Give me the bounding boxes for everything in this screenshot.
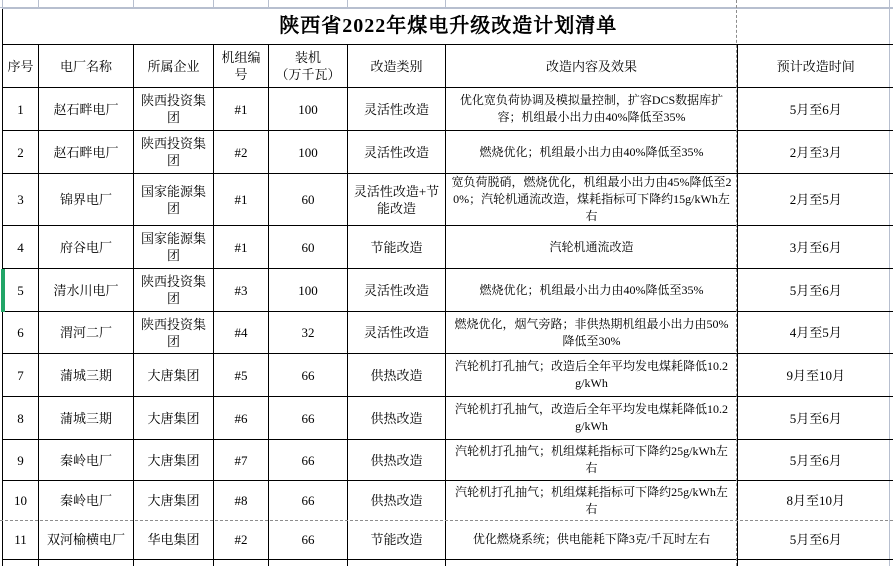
cell-time[interactable]: 3月至6月 (738, 226, 893, 269)
cell-category[interactable]: 灵活性改造 (348, 88, 446, 131)
cell-category[interactable]: 灵活性改造 (348, 131, 446, 174)
cell-enterprise[interactable]: 大唐集团 (134, 440, 214, 481)
cell-content[interactable]: 宽负荷脱硝，燃烧优化，机组最小出力由45%降低至20%；汽轮机通流改造，煤耗指标可下降约15g/kWh左右 (446, 174, 738, 226)
cell-category[interactable]: 灵活性改造 (348, 312, 446, 354)
header-capacity[interactable]: 装机 （万千瓦） (269, 45, 348, 88)
cell-content[interactable]: 汽轮机通流改造 (446, 226, 738, 269)
cell-unit[interactable]: #6 (214, 397, 269, 440)
cell-unit[interactable]: #1 (214, 226, 269, 269)
cell-enterprise[interactable]: 陕西投资集团 (134, 269, 214, 312)
cell-time[interactable]: 5月至6月 (738, 269, 893, 312)
cell-enterprise[interactable]: 大唐集团 (134, 481, 214, 521)
empty-cell[interactable] (269, 560, 348, 566)
header-content[interactable]: 改造内容及效果 (446, 45, 738, 88)
cell-seq[interactable]: 1 (3, 88, 39, 131)
cell-time[interactable]: 8月至10月 (786, 493, 845, 509)
cell-capacity[interactable]: 66 (269, 481, 348, 521)
cell-plant[interactable]: 蒲城三期 (39, 354, 134, 397)
cell-seq[interactable]: 5 (3, 269, 39, 312)
cell-enterprise[interactable]: 华电集团 (134, 521, 214, 560)
cell-plant[interactable]: 双河榆横电厂 (39, 521, 134, 560)
table-row (3, 354, 893, 397)
cell-category[interactable]: 灵活性改造 (348, 269, 446, 312)
cell-enterprise[interactable]: 陕西投资集团 (134, 312, 214, 354)
cell-seq[interactable]: 2 (3, 131, 39, 174)
cell-time[interactable]: 2月至3月 (738, 131, 893, 174)
header-unit-no[interactable]: 机组编号 (214, 45, 269, 88)
table-row (3, 521, 893, 560)
cell-unit[interactable]: #7 (214, 440, 269, 481)
cell-seq[interactable]: 11 (3, 521, 39, 560)
cell-content[interactable]: 优化燃烧系统；供电能耗下降3克/千瓦时左右 (446, 521, 738, 560)
cell-content[interactable]: 优化宽负荷协调及模拟量控制，扩容DCS数据库扩容；机组最小出力由40%降低至35% (446, 88, 738, 131)
cell-category[interactable]: 供热改造 (348, 440, 446, 481)
cell-time[interactable]: 5月至6月 (738, 397, 893, 440)
cell-plant[interactable]: 蒲城三期 (39, 397, 134, 440)
page-break-vertical-line (736, 0, 737, 566)
empty-cell[interactable] (3, 560, 39, 566)
table-row (3, 481, 893, 521)
cell-unit[interactable]: #5 (214, 354, 269, 397)
cell-category[interactable]: 供热改造 (348, 354, 446, 397)
cell-unit[interactable]: #2 (214, 521, 269, 560)
cell-time[interactable]: 5月至6月 (738, 440, 893, 481)
cell-plant[interactable]: 赵石畔电厂 (39, 88, 134, 131)
cell-capacity[interactable]: 100 (269, 131, 348, 174)
table-row (3, 226, 893, 269)
cell-category[interactable]: 供热改造 (348, 481, 446, 521)
cell-category[interactable]: 节能改造 (348, 521, 446, 560)
cell-unit[interactable]: #8 (214, 481, 269, 521)
cell-enterprise[interactable]: 大唐集团 (134, 354, 214, 397)
cell-content[interactable]: 燃烧优化，烟气旁路；非供热期机组最小出力由50%降低至30% (446, 312, 738, 354)
cell-capacity[interactable]: 100 (269, 88, 348, 131)
cell-enterprise[interactable]: 陕西投资集团 (134, 88, 214, 131)
table-row (3, 440, 893, 481)
cell-enterprise[interactable]: 大唐集团 (134, 397, 214, 440)
header-plant-name[interactable]: 电厂名称 (39, 45, 134, 88)
page-break-horizontal-line (0, 520, 893, 521)
plan-table (2, 8, 893, 566)
partial-empty-row (3, 560, 893, 566)
cell-capacity[interactable]: 66 (269, 521, 348, 560)
empty-cell[interactable] (738, 560, 893, 566)
empty-cell[interactable] (446, 560, 738, 566)
cell-seq[interactable]: 4 (3, 226, 39, 269)
header-time[interactable]: 预计改造时间 (738, 45, 893, 88)
header-row (3, 45, 893, 88)
table-row (3, 131, 893, 174)
header-seq[interactable]: 序号 (3, 45, 39, 88)
cell-time[interactable]: 4月至5月 (738, 312, 893, 354)
empty-cell[interactable] (348, 560, 446, 566)
table-row (3, 397, 893, 440)
cell-seq[interactable]: 6 (3, 312, 39, 354)
table-row (3, 312, 893, 354)
cell-unit[interactable]: #1 (214, 174, 269, 226)
cell-time[interactable]: 5月至6月 (738, 521, 893, 560)
cell-category[interactable]: 灵活性改造+节能改造 (348, 174, 446, 226)
spreadsheet-gridlines (0, 0, 893, 8)
cell-time[interactable]: 9月至10月 (738, 354, 893, 397)
table-row (3, 269, 893, 312)
cell-capacity[interactable]: 66 (269, 440, 348, 481)
cell-capacity[interactable]: 66 (269, 397, 348, 440)
cell-enterprise[interactable]: 陕西投资集团 (134, 131, 214, 174)
cell-time[interactable]: 5月至6月 (738, 88, 893, 131)
empty-cell[interactable] (39, 560, 134, 566)
cell-plant[interactable]: 清水川电厂 (39, 269, 134, 312)
cell-capacity[interactable]: 66 (269, 354, 348, 397)
cell-unit[interactable]: #2 (214, 131, 269, 174)
cell-seq[interactable]: 8 (3, 397, 39, 440)
cell-time[interactable]: 2月至5月 (738, 174, 893, 226)
cell-content[interactable]: 汽轮机打孔抽气；机组煤耗指标可下降约25g/kWh左右 (446, 481, 738, 521)
cell-content[interactable]: 汽轮机打孔抽气；改造后全年平均发电煤耗降低10.2g/kWh (446, 354, 738, 397)
cell-capacity[interactable]: 60 (269, 174, 348, 226)
table-row (3, 174, 893, 226)
cell-enterprise[interactable]: 国家能源集团 (134, 174, 214, 226)
cell-unit[interactable]: #4 (214, 312, 269, 354)
header-enterprise[interactable]: 所属企业 (134, 45, 214, 88)
header-category[interactable]: 改造类别 (348, 45, 446, 88)
cell-content[interactable]: 燃烧优化；机组最小出力由40%降低至35% (446, 131, 738, 174)
empty-cell[interactable] (214, 560, 269, 566)
title-row (3, 9, 893, 45)
cell-seq[interactable]: 7 (3, 354, 39, 397)
cell-content[interactable]: 汽轮机打孔抽气，改造后全年平均发电煤耗降低10.2g/kWh (446, 397, 738, 440)
cell-plant[interactable]: 锦界电厂 (39, 174, 134, 226)
selected-row-indicator (1, 269, 5, 312)
table-row (3, 88, 893, 131)
cell-seq[interactable]: 9 (3, 440, 39, 481)
cell-enterprise[interactable]: 国家能源集团 (134, 226, 214, 269)
cell-category[interactable]: 节能改造 (348, 226, 446, 269)
cell-capacity[interactable]: 100 (269, 269, 348, 312)
cell-plant[interactable]: 府谷电厂 (39, 226, 134, 269)
cell-plant[interactable]: 秦岭电厂 (39, 481, 134, 521)
cell-unit[interactable]: #1 (214, 88, 269, 131)
empty-cell[interactable] (134, 560, 214, 566)
table-body (3, 88, 893, 566)
cell-seq[interactable]: 3 (3, 174, 39, 226)
cell-capacity[interactable]: 32 (269, 312, 348, 354)
cell-capacity[interactable]: 60 (269, 226, 348, 269)
cell-unit[interactable]: #3 (214, 269, 269, 312)
cell-content[interactable]: 汽轮机打孔抽气；机组煤耗指标可下降约25g/kWh左右 (446, 440, 738, 481)
cell-seq[interactable]: 10 (3, 481, 39, 521)
sheet-title-cell[interactable]: 陕西省2022年煤电升级改造计划清单 (3, 9, 893, 45)
cell-plant[interactable]: 渭河二厂 (39, 312, 134, 354)
cell-category[interactable]: 供热改造 (348, 397, 446, 440)
cell-plant[interactable]: 赵石畔电厂 (39, 131, 134, 174)
cell-content[interactable]: 燃烧优化；机组最小出力由40%降低至35% (446, 269, 738, 312)
cell-plant[interactable]: 秦岭电厂 (39, 440, 134, 481)
